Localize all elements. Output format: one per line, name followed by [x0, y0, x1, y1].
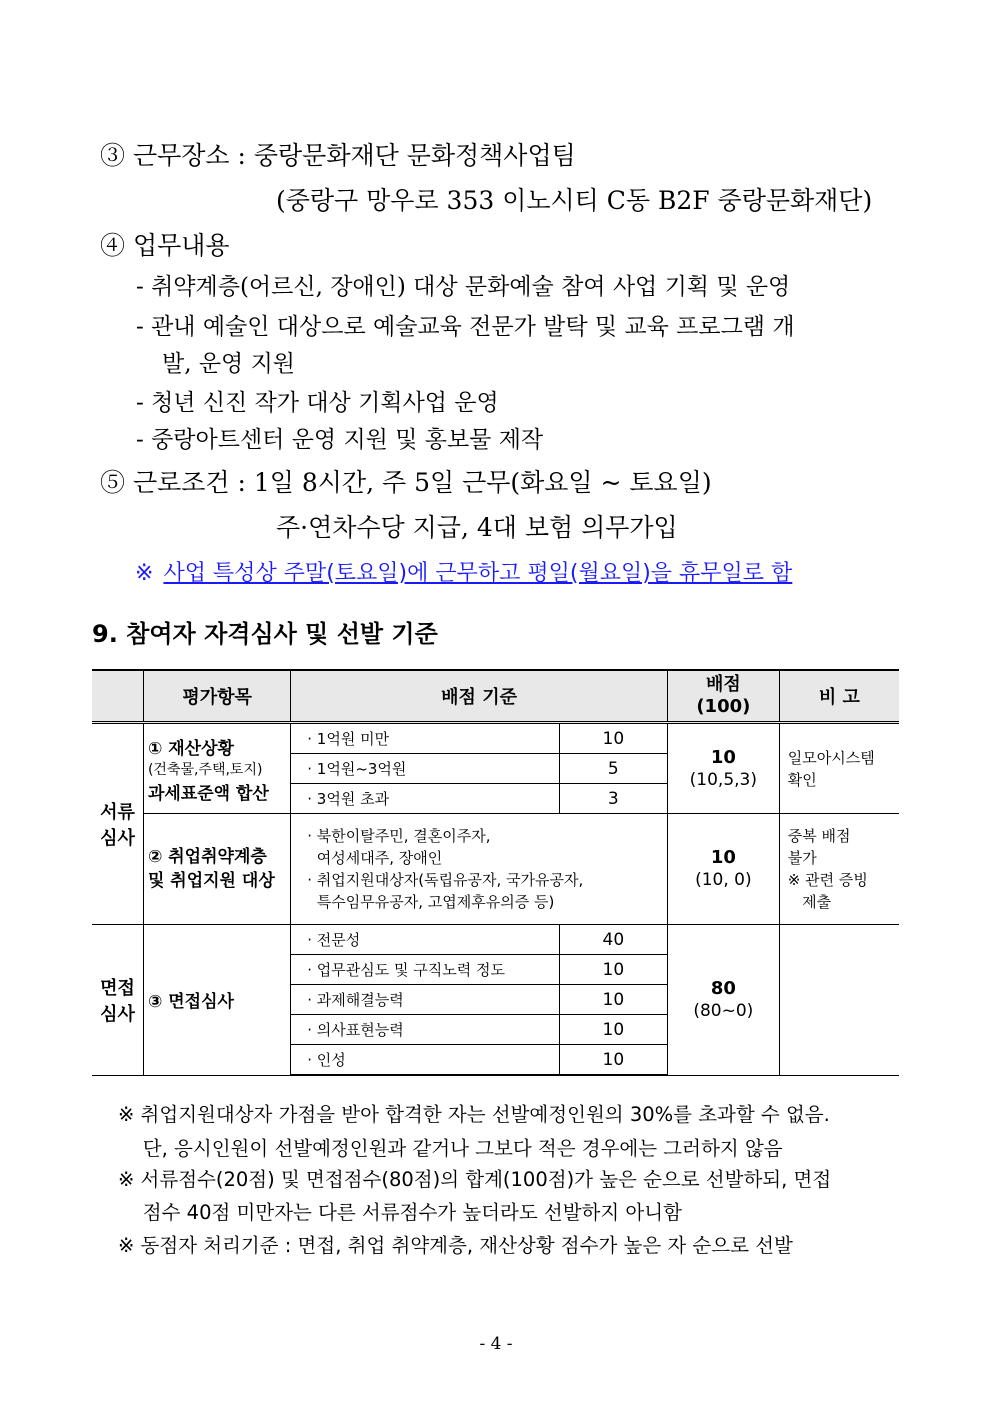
- evaluation-table: [92, 669, 899, 1076]
- interview-score-detail: (80~0): [693, 1000, 754, 1021]
- interview-score-value: 80: [710, 977, 736, 999]
- interview-score: [667, 925, 779, 1076]
- asset-remark: 일모아시스템 확인: [779, 723, 899, 814]
- points-cell: 10: [559, 723, 667, 754]
- category-document: 서류 심사: [92, 723, 143, 925]
- conditions-line: ⑤ 근로조건 : 1일 8시간, 주 5일 근무(화요일 ~ 토요일): [100, 468, 712, 497]
- points-cell: 5: [559, 754, 667, 784]
- page-number: - 4 -: [479, 1334, 513, 1354]
- points-cell: 3: [559, 784, 667, 814]
- points-cell: 10: [559, 985, 667, 1015]
- asset-label: ① 재산상황: [147, 738, 234, 759]
- criteria-cell: · 1억원~3억원: [291, 754, 560, 784]
- criteria-line: 여성세대주, 장애인: [307, 849, 443, 867]
- asset-item: [143, 723, 290, 814]
- asset-label-2: 과세표준액 합산: [147, 783, 269, 804]
- duty-item: - 청년 신진 작가 대상 기획사업 운영: [136, 390, 499, 416]
- points-cell: 40: [559, 925, 667, 955]
- duty-item: - 관내 예술인 대상으로 예술교육 전문가 발탁 및 교육 프로그램 개: [136, 314, 795, 340]
- duty-item: - 중랑아트센터 운영 지원 및 홍보물 제작: [136, 427, 544, 453]
- criteria-line: · 취업지원대상자(독립유공자, 국가유공자,: [307, 871, 584, 889]
- footnote: ※ 동점자 처리기준 : 면접, 취업 취약계층, 재산상황 점수가 높은 자 순으로 선발: [118, 1234, 793, 1257]
- points-cell: 10: [559, 1045, 667, 1076]
- criteria-cell: · 전문성: [291, 925, 560, 955]
- points-cell: 10: [559, 1015, 667, 1045]
- asset-score-value: 10: [710, 746, 736, 768]
- category-interview: 면접 심사: [92, 925, 143, 1076]
- footnote: ※ 취업지원대상자 가점을 받아 합격한 자는 선발예정인원의 30%를 초과할 수 없음.: [118, 1103, 830, 1126]
- criteria-cell: · 1억원 미만: [291, 723, 560, 754]
- vulnerable-remark: 중복 배점 불가 ※ 관련 증빙 제출: [779, 814, 899, 925]
- work-place-address: (중랑구 망우로 353 이노시티 C동 B2F 중랑문화재단): [276, 186, 873, 215]
- header-criteria: 배점 기준: [291, 670, 668, 723]
- criteria-line: 특수임무유공자, 고엽제후유의증 등): [307, 893, 555, 911]
- note-text: 사업 특성상 주말(토요일)에 근무하고 평일(월요일)을 휴무일로 함: [163, 561, 793, 586]
- criteria-cell: · 과제해결능력: [291, 985, 560, 1015]
- weekend-work-note: [135, 556, 792, 587]
- header-blank: [92, 670, 143, 723]
- criteria-line: · 북한이탈주민, 결혼이주자,: [307, 827, 491, 845]
- conditions-line-2: 주·연차수당 지급, 4대 보험 의무가입: [276, 513, 678, 542]
- interview-remark: [779, 925, 899, 1076]
- duties-heading: ④ 업무내용: [100, 231, 230, 260]
- work-place-line: ③ 근무장소 : 중랑문화재단 문화정책사업팀: [100, 141, 576, 170]
- header-score: [667, 670, 779, 723]
- vulnerable-score: [667, 814, 779, 925]
- footnote-continued: 점수 40점 미만자는 다른 서류점수가 높더라도 선발하지 아니함: [118, 1201, 682, 1224]
- interview-item: ③ 면접심사: [143, 925, 290, 1076]
- duty-item: - 취약계층(어르신, 장애인) 대상 문화예술 참여 사업 기획 및 운영: [136, 274, 791, 300]
- note-mark: ※: [135, 561, 154, 586]
- criteria-cell: · 인성: [291, 1045, 560, 1076]
- header-remarks: 비 고: [779, 670, 899, 723]
- duty-item-continued: 발, 운영 지원: [162, 351, 296, 377]
- footnote-continued: 단, 응시인원이 선발예정인원과 같거나 그보다 적은 경우에는 그러하지 않음: [118, 1137, 783, 1160]
- asset-score: [667, 723, 779, 814]
- vulnerable-score-value: 10: [710, 847, 736, 868]
- header-item: 평가항목: [143, 670, 290, 723]
- vulnerable-item: ② 취업취약계층 및 취업지원 대상: [143, 814, 290, 925]
- header-score-total: (100): [696, 696, 751, 717]
- criteria-cell: · 업무관심도 및 구직노력 정도: [291, 955, 560, 985]
- header-score-label: 배점: [705, 674, 741, 695]
- asset-score-detail: (10,5,3): [689, 769, 758, 790]
- criteria-cell: · 3억원 초과: [291, 784, 560, 814]
- criteria-cell: · 의사표현능력: [291, 1015, 560, 1045]
- section-title: 9. 참여자 자격심사 및 선발 기준: [92, 620, 438, 648]
- vulnerable-criteria: [291, 814, 668, 925]
- points-cell: 10: [559, 955, 667, 985]
- footnote: ※ 서류점수(20점) 및 면접점수(80점)의 합계(100점)가 높은 순으로 선발하되, 면접: [118, 1168, 832, 1191]
- vulnerable-score-detail: (10, 0): [695, 870, 752, 890]
- asset-sub: (건축물,주택,토지): [147, 761, 263, 778]
